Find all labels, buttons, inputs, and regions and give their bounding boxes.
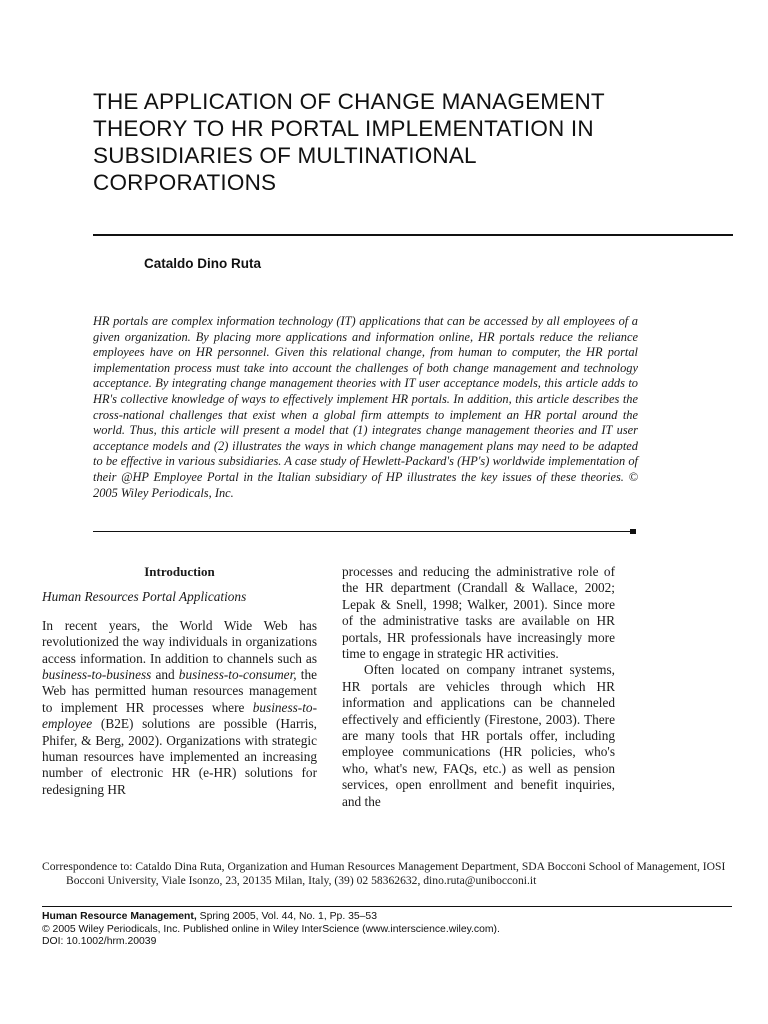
text-run: the Web has permitted human resources management to implement HR processes where	[42, 667, 317, 715]
footer-divider	[42, 906, 732, 907]
text-run: and	[151, 667, 179, 683]
correspondence-note	[42, 860, 732, 888]
doi-line: DOI: 10.1002/hrm.20039	[42, 936, 157, 948]
abstract: HR portals are complex information technology (IT) applications that can be accessed by all employees of a given organization. By placing more applications and information online, HR portals reduce the reliance employees have on HR personnel. Given this relational change, from human to computer, the HR portal implementation process must take into account the challenges of both change management and technology acceptance. By integrating change management theories with IT user acceptance models, this article adds to HR's collective knowledge of ways to effectively implement HR portals. In addition, this article describes the cross-national challenges that exist when a global firm attempts to implement an HR portal around the world. Thus, this article will present a model that (1) integrates change management theories and IT user acceptance models and (2) illustrates the ways in which change management plans may need to be adapted to be effective in various subsidiaries. A case study of Hewlett-Packard's (HP's) worldwide implementation of their @HP Employee Portal in the Italian subsidiary of HP illustrates the key issues of these theories. © 2005 Wiley Periodicals, Inc.	[93, 314, 638, 500]
abstract-divider	[93, 531, 631, 532]
correspondence-label: Correspondence to:	[42, 860, 133, 873]
correspondence-block	[42, 860, 732, 888]
journal-line	[42, 911, 732, 924]
copyright-line: © 2005 Wiley Periodicals, Inc. Published online in Wiley InterScience (www.interscience.wiley.com).	[42, 923, 500, 935]
emphasis-text: business-to-employee	[42, 699, 317, 732]
title-line: THE APPLICATION OF CHANGE MANAGEMENT	[93, 89, 605, 114]
body-paragraph: processes and reducing the administrative role of the HR department (Crandall & Wallace, 2002; Lepak & Snell, 1998; Walker, 2001). Since more of the administrative tasks are available on HR portals, HR professionals have increasingly more time to engage in strategic HR activities.	[342, 564, 615, 662]
text-run: In recent years, the World Wide Web has revolutionized the way individuals in organizations access information. In addition to channels such as	[42, 617, 317, 666]
title-divider	[93, 234, 733, 236]
title-line: SUBSIDIARIES OF MULTINATIONAL	[93, 143, 477, 168]
right-column	[342, 564, 615, 810]
body-paragraph: Often located on company intranet systems, HR portals are vehicles through which HR information and applications can be channeled effectively and efficiently (Firestone, 2003). There are many tools that HR portals offer, including employee communications (HR policies, who's who, what's new, FAQs, etc.) as well as pension services, open enrollment and benefit inquiries, and the	[342, 662, 615, 809]
correspondence-text: Cataldo Dina Ruta, Organization and Human Resources Management Department, SDA Bocconi School of Management, IOSI Bocconi University, Viale Isonzo, 23, 20135 Milan, Italy, (39) 02 58362632, dino.ruta@unibocconi.it	[66, 860, 726, 887]
section-heading: Introduction	[144, 564, 215, 579]
subsection-heading: Human Resources Portal Applications	[42, 589, 247, 605]
author-name: Cataldo Dino Ruta	[144, 256, 261, 271]
body-paragraph	[42, 618, 317, 798]
article-title	[93, 88, 693, 196]
journal-issue: Spring 2005, Vol. 44, No. 1, Pp. 35–53	[196, 911, 377, 922]
journal-name: Human Resource Management,	[42, 911, 197, 922]
title-line: CORPORATIONS	[93, 170, 277, 195]
title-line: THEORY TO HR PORTAL IMPLEMENTATION IN	[93, 116, 594, 141]
abstract-divider-end-mark	[630, 529, 636, 534]
emphasis-text: business-to-business	[42, 667, 152, 683]
emphasis-text: business-to-consumer,	[178, 667, 297, 683]
text-run: (B2E) solutions are possible (Harris, Phifer, & Berg, 2002). Organizations with strategic human resources have implemented an increasing number of electronic HR (e-HR) solutions for redesigning HR	[42, 716, 317, 797]
left-column	[42, 564, 317, 798]
journal-footer	[42, 911, 732, 949]
